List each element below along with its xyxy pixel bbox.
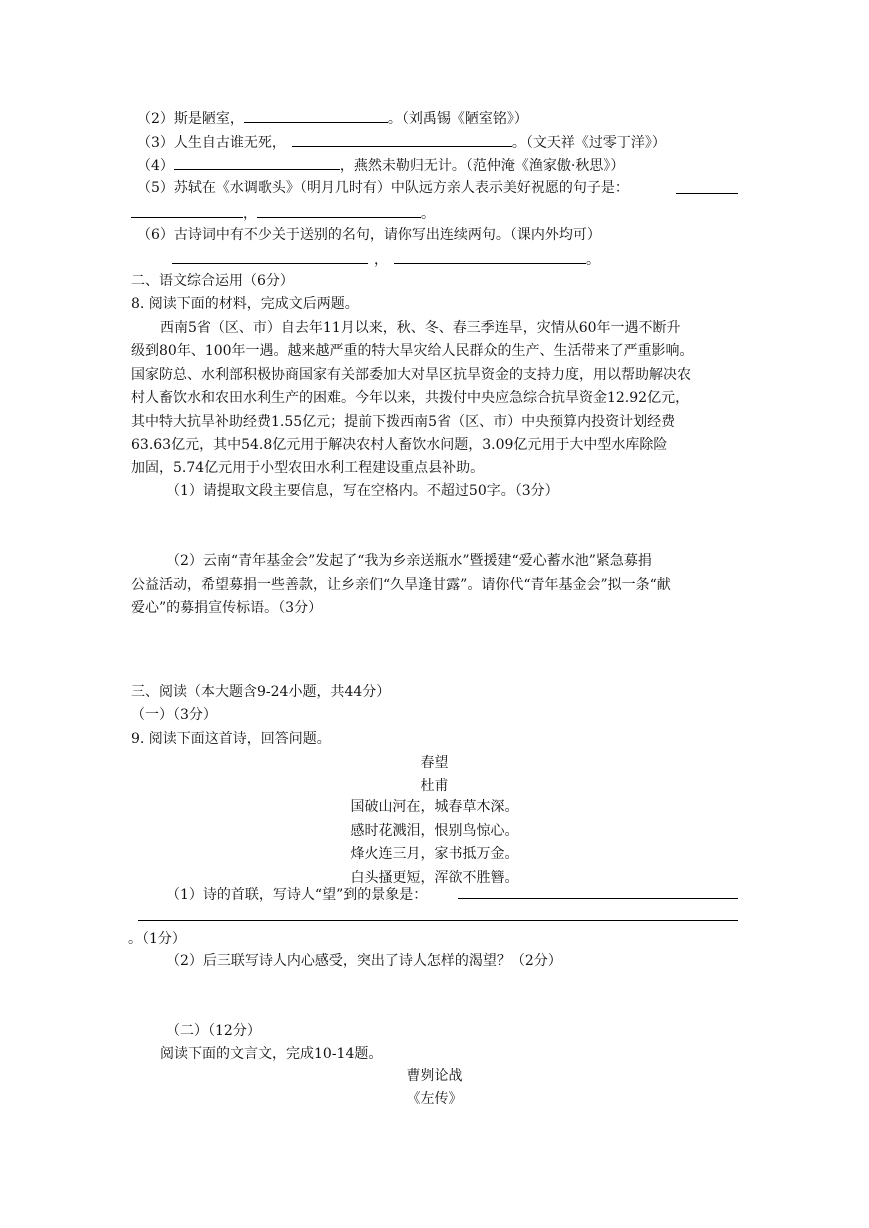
q7-item-6 xyxy=(137,226,601,244)
answer-blank[interactable] xyxy=(257,203,421,218)
q8-title: 8. 阅读下面的材料，完成文后两题。 xyxy=(131,296,359,312)
answer-blank[interactable] xyxy=(172,249,368,264)
section-3-heading: 三、阅读（本大题含9-24小题，共44分） xyxy=(131,684,391,700)
poem-line: 国破山河在，城春草木深。 xyxy=(350,799,519,815)
poem-line: 白头搔更短，浑欲不胜簪。 xyxy=(350,869,519,886)
poem-line: 感时花溅泪，恨别鸟惊心。 xyxy=(350,822,519,839)
passage-line: 村人畜饮水和农田水利生产的困难。今年以来，共拨付中央应急综合抗旱资金12.92亿元， xyxy=(131,390,690,406)
passage-line: 其中特大抗旱补助经费1.55亿元；提前下拨西南5省（区、市）中央预算内投资计划经费 xyxy=(131,414,676,430)
q7-item-3 xyxy=(137,132,666,152)
answer-blank[interactable] xyxy=(138,920,738,921)
q9-sub-1-prompt: （1）诗的首联，写诗人“望”到的景象是： xyxy=(166,887,428,903)
passage-line: 国家防总、水利部积极协商国家有关部委加大对旱区抗旱资金的支持力度，用以帮助解决农 xyxy=(131,367,691,383)
answer-blank[interactable] xyxy=(292,132,512,147)
q8-sub-2-line: 公益活动，希望募捐一些善款，让乡亲们“久旱逢甘露”。请你代“青年基金会”拟一条“献 xyxy=(131,577,671,593)
answer-blank[interactable] xyxy=(394,249,586,264)
passage-line: 加固，5.74亿元用于小型农田水利工程建设重点县补助。 xyxy=(131,460,485,476)
q7-item-4 xyxy=(137,155,624,175)
q7-item-3-source: 。（文天祥《过零丁洋》） xyxy=(511,135,666,151)
q8-sub-2-line: 爱心”的募捐宣传标语。（3分） xyxy=(131,600,323,616)
answer-blank[interactable] xyxy=(244,108,388,123)
q7-item-5-prompt: （5）苏轼在《水调歌头》（明月几时有）中队远方亲人表示美好祝愿的句子是： xyxy=(137,180,629,196)
answer-blank[interactable] xyxy=(458,898,738,899)
q7-item-5-answer-line xyxy=(131,203,435,223)
q7-item-4-prompt: （4） xyxy=(137,158,174,174)
q9-sub-2: （2）后三联写诗人内心感受，突出了诗人怎样的渴望？（2分） xyxy=(166,953,562,969)
q9-sub-1-end: 。（1分） xyxy=(128,931,186,947)
q7-item-5 xyxy=(137,179,629,197)
q9-sub-1 xyxy=(166,886,427,904)
poem-title: 春望 xyxy=(420,755,449,771)
q7-item-2 xyxy=(137,108,528,128)
q8-sub-1: （1）请提取文段主要信息，写在空格内。不超过50字。（3分） xyxy=(166,483,559,499)
prose-source: 《左传》 xyxy=(406,1091,463,1107)
q7-item-6-prompt: （6）古诗词中有不少关于送别的名句，请你写出连续两句。（课内外均可） xyxy=(137,227,601,243)
part-2-label: （二）（12分） xyxy=(166,1023,261,1039)
q10-title: 阅读下面的文言文，完成10-14题。 xyxy=(160,1046,383,1062)
q7-item-4-source: ，燕然未勒归无计。（范仲淹《渔家傲·秋思》） xyxy=(339,158,625,174)
comma: ， xyxy=(243,206,257,222)
answer-blank[interactable] xyxy=(676,193,738,194)
period: 。 xyxy=(421,206,435,222)
passage-line: 级到80年、100年一遇。越来越严重的特大旱灾给人民群众的生产、生活带来了严重影响。 xyxy=(131,343,694,359)
answer-blank[interactable] xyxy=(131,203,243,218)
answer-blank[interactable] xyxy=(174,155,340,170)
part-1-label: （一）（3分） xyxy=(131,707,217,723)
q8-sub-2-line: （2）云南“青年基金会”发起了“我为乡亲送瓶水”暨援建“爱心蓄水池”紧急募捐 xyxy=(166,553,652,569)
q9-title: 9. 阅读下面这首诗，回答问题。 xyxy=(131,731,331,747)
q7-item-3-prompt: （3）人生自古谁无死， xyxy=(137,135,286,151)
q7-item-2-source: 。（刘禹锡《陋室铭》） xyxy=(387,111,528,127)
poem-body xyxy=(0,796,869,890)
poem-author: 杜甫 xyxy=(420,778,449,794)
q7-item-6-answer-line xyxy=(172,249,600,269)
section-2-heading: 二、语文综合运用（6分） xyxy=(131,273,294,289)
comma: ， xyxy=(374,252,388,268)
prose-title: 曹刿论战 xyxy=(406,1068,463,1084)
passage-line: 63.63亿元，其中54.8亿元用于解决农村人畜饮水问题，3.09亿元用于大中型水库除险 xyxy=(131,437,668,453)
passage-line: 西南5省（区、市）自去年11月以来，秋、冬、春三季连旱，灾情从60年一遇不断升 xyxy=(160,320,681,336)
q7-item-2-prompt: （2）斯是陋室， xyxy=(137,111,244,127)
poem-line: 烽火连三月，家书抵万金。 xyxy=(350,846,519,862)
period: 。 xyxy=(586,252,600,268)
